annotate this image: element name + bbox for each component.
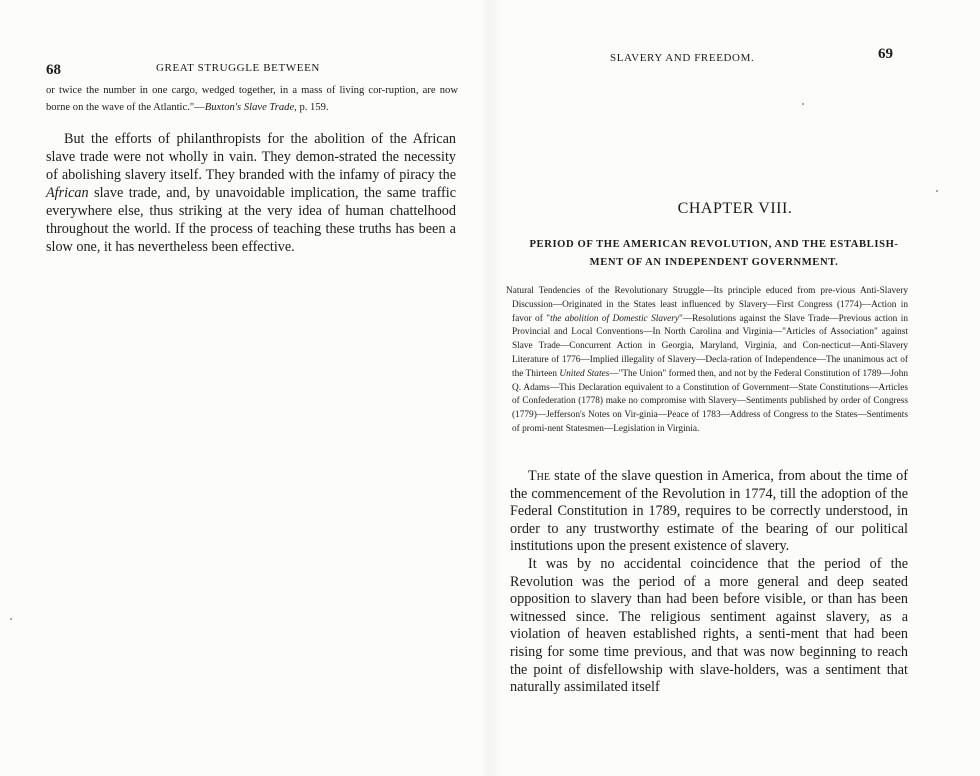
synopsis-text: "—Resolutions against the Slave Trade—Previous action in Provincial and Local Conventions—In North Carolina and Virginia—"Articles of Association" against Slave Trade—Concurrent Action in Georgia, Maryland, Virginia, and Con-necticut—Anti-Slavery Literature of 1776—Implied illegality of Slavery—Decla-ration of Independence—The unanimous act of the Thirteen [512, 313, 909, 379]
paragraph: It was by no accidental coincidence that the period of the Revolution was the period of a more general and deep seated opposition to slavery than had been before visible, or than has been witnessed since. The religious sentiment against slavery, as a violation of heaven established rights, a senti-ment that had been rising for some time previous, and that was now beginning to reach the point of disfellowship with slave-holders, was a sentiment that naturally assimilated itself [510, 555, 908, 696]
paragraph-text: But the efforts of philanthropists for the abolition of the African slave trade were not wholly in vain. They demon-strated the necessity of abolishing slavery itself. They branded with the infamy of piracy the [46, 131, 456, 183]
synopsis-italic: United States [559, 368, 610, 379]
paragraph-text: state of the slave question in America, from about the time of the commencement of the Revolution in 1774, till the adoption of the Federal Constitution in 1789, requires to be correctly understood, in order to any trustworthy estimate of the bearing of our political institutions upon the present existence of slavery. [510, 468, 908, 555]
paragraph-first-word: The [528, 468, 550, 484]
footnote-citation-title: Buxton's Slave Trade [204, 102, 295, 113]
footnote [46, 82, 458, 116]
left-page-number: 68 [46, 62, 61, 78]
right-page [490, 0, 980, 776]
period-heading [504, 236, 924, 272]
right-page-number: 69 [878, 46, 893, 62]
scan-speck [802, 103, 804, 105]
period-heading-line: PERIOD OF THE AMERICAN REVOLUTION, AND THE ESTABLISH- [529, 239, 899, 250]
synopsis-text: —"The Union" formed then, and not by the Federal Constitution of 1789—John Q. Adams—This Declaration equivalent to a Constitution of Government—State Constitutions—Articles of Confederation (1778) make no compromise with Slavery—Sentiments published by order of Congress (1779)—Jefferson's Notes on Vir-ginia—Peace of 1783—Address of Congress to the States—Sentiments of promi-nent Statesmen—Legislation in Virginia. [512, 368, 908, 434]
period-heading-line: MENT OF AN INDEPENDENT GOVERNMENT. [589, 257, 839, 268]
footnote-citation-page: , p. 159. [294, 102, 329, 113]
chapter-title: CHAPTER VIII. [677, 200, 793, 217]
right-running-head: SLAVERY AND FREEDOM. [610, 52, 755, 64]
right-body-text [510, 468, 908, 697]
scan-speck [10, 618, 12, 620]
synopsis-text: Natural Tendencies of the Revolutionary Struggle—Its principle educed from pre-vious Anti-Slavery Discussion—Originated in the States least influenced by Slavery—First Congress (1774)—Action in favor of " [506, 286, 908, 324]
chapter-synopsis [506, 285, 908, 437]
paragraph [46, 130, 456, 256]
paragraph [510, 468, 908, 556]
left-running-head: GREAT STRUGGLE BETWEEN [156, 62, 320, 74]
footnote-text: or twice the number in one cargo, wedged together, in a mass of living cor-ruption, are now borne on the wave of the Atlantic."— [46, 85, 458, 113]
left-body-text [46, 130, 456, 256]
paragraph-text: slave trade, and, by unavoidable implication, the same traffic everywhere else, thus striking at the very idea of human chattelhood throughout the world. If the process of teaching these truths has been a slow one, it has nevertheless been effective. [46, 185, 456, 255]
paragraph-italic: African [46, 185, 89, 201]
scan-speck [936, 190, 938, 192]
synopsis-italic: the abolition of Domestic Slavery [550, 313, 680, 324]
